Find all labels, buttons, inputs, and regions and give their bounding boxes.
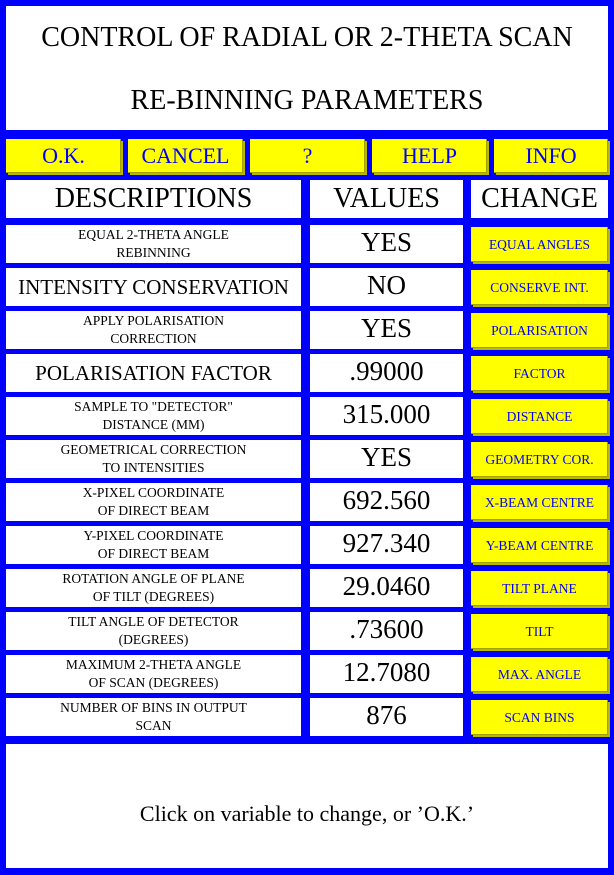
parameter-description[interactable] [6,225,301,263]
window-subtitle: RE-BINNING PARAMETERS [130,85,484,116]
description-line: INTENSITY CONSERVATION [18,274,289,299]
question-button[interactable]: ? [250,139,365,173]
values-header: VALUES [310,180,463,218]
description-line: MAXIMUM 2-THETA ANGLE [65,657,242,672]
change-button[interactable]: FACTOR [471,356,608,391]
change-button[interactable]: DISTANCE [471,399,608,434]
parameter-value[interactable]: 876 [310,698,463,736]
parameter-value[interactable]: NO [310,268,463,306]
window-title: CONTROL OF RADIAL OR 2-THETA SCAN [41,22,573,53]
description-line: EQUAL 2-THETA ANGLE [78,227,229,242]
parameter-description[interactable] [6,612,301,650]
parameter-description[interactable] [6,311,301,349]
change-button[interactable]: X-BEAM CENTRE [471,485,608,520]
change-button[interactable]: TILT PLANE [471,571,608,606]
change-button[interactable]: SCAN BINS [471,700,608,735]
description-line: DISTANCE (MM) [102,417,205,432]
ok-button[interactable]: O.K. [6,139,121,173]
parameter-value[interactable]: 315.000 [310,397,463,435]
change-button[interactable]: MAX. ANGLE [471,657,608,692]
parameter-value[interactable]: 692.560 [310,483,463,521]
description-line: CORRECTION [110,331,197,346]
description-line: GEOMETRICAL CORRECTION [60,442,247,457]
parameter-description[interactable] [6,569,301,607]
description-line: OF DIRECT BEAM [97,546,210,561]
title-panel [6,6,608,130]
parameter-value[interactable]: .99000 [310,354,463,392]
parameter-description[interactable] [6,526,301,564]
change-button[interactable]: TILT [471,614,608,649]
change-button[interactable]: EQUAL ANGLES [471,227,608,262]
parameter-description[interactable] [6,268,301,306]
description-line: X-PIXEL COORDINATE [82,485,225,500]
description-line: OF DIRECT BEAM [97,503,210,518]
parameter-value[interactable]: 29.0460 [310,569,463,607]
change-button[interactable]: GEOMETRY COR. [471,442,608,477]
parameter-description[interactable] [6,698,301,736]
status-message: Click on variable to change, or ’O.K.’ [6,744,608,868]
parameter-description[interactable] [6,397,301,435]
description-line: REBINNING [116,245,191,260]
description-line: POLARISATION FACTOR [35,360,272,385]
cancel-button[interactable]: CANCEL [128,139,243,173]
description-line: SAMPLE TO "DETECTOR" [74,399,233,414]
help-button[interactable]: HELP [372,139,487,173]
parameter-value[interactable]: YES [310,440,463,478]
description-line: APPLY POLARISATION [82,313,225,328]
change-header: CHANGE [471,180,608,218]
description-line: NUMBER OF BINS IN OUTPUT [60,700,247,715]
description-line: Y-PIXEL COORDINATE [83,528,224,543]
parameter-value[interactable]: 927.340 [310,526,463,564]
parameter-value[interactable]: .73600 [310,612,463,650]
parameter-description[interactable] [6,354,301,392]
description-line: SCAN [135,718,172,733]
info-button[interactable]: INFO [494,139,608,173]
description-line: TO INTENSITIES [102,460,205,475]
description-line: ROTATION ANGLE OF PLANE [62,571,245,586]
description-line: OF SCAN (DEGREES) [88,675,219,690]
description-line: TILT ANGLE OF DETECTOR [68,614,239,629]
change-button[interactable]: POLARISATION [471,313,608,348]
parameter-value[interactable]: YES [310,225,463,263]
change-button[interactable]: Y-BEAM CENTRE [471,528,608,563]
description-line: OF TILT (DEGREES) [92,589,215,604]
descriptions-header: DESCRIPTIONS [6,180,301,218]
parameter-description[interactable] [6,440,301,478]
parameter-description[interactable] [6,655,301,693]
parameter-description[interactable] [6,483,301,521]
parameter-value[interactable]: YES [310,311,463,349]
change-button[interactable]: CONSERVE INT. [471,270,608,305]
description-line: (DEGREES) [118,632,189,647]
parameter-value[interactable]: 12.7080 [310,655,463,693]
